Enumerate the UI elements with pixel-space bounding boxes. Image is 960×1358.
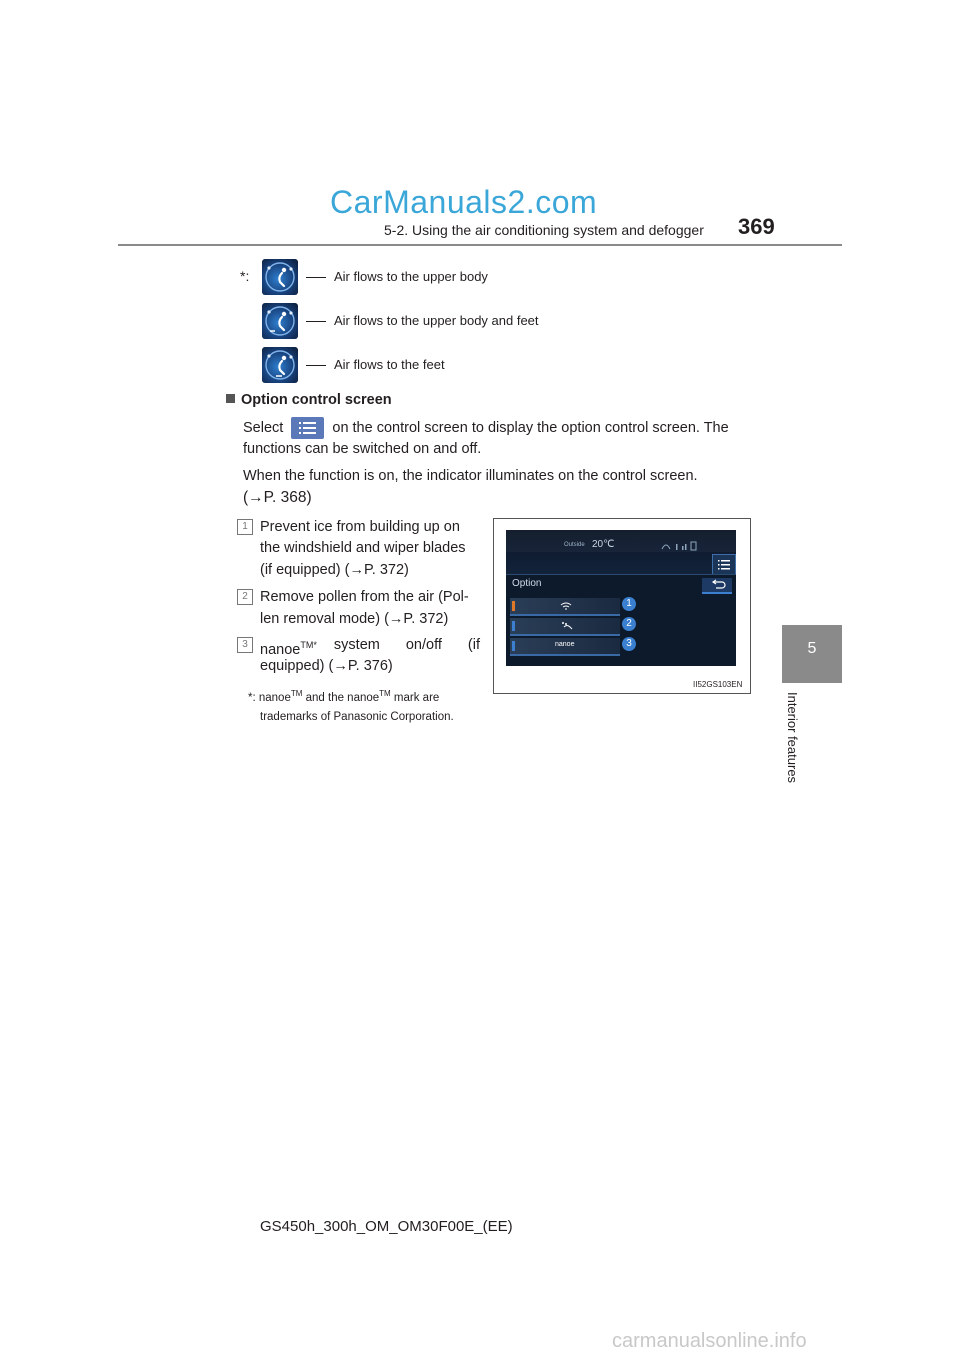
option-panel-title: Option [512,578,542,589]
indicator-on [512,601,515,611]
section-title [226,392,392,408]
footnote-part: trademarks of Panasonic Corporation. [260,710,454,723]
fan-upper-body-icon [262,259,298,295]
indicator-off [512,641,515,651]
dash [306,321,326,322]
item-text-part: system on/off (if [333,637,480,653]
asterisk-marker: *: [240,268,250,284]
nanoe-text: nanoe [260,641,301,658]
item-text: Remove pollen from the air (Pol- [260,589,469,605]
outside-temperature: 20℃ [592,539,615,550]
footnote-part: *: nanoe [248,691,291,704]
tm-mark: TM* [300,640,317,650]
item-number-badge: 1 [237,519,253,535]
fan-upper-body-feet-icon [262,303,298,339]
option-row-wiper-deicer[interactable] [510,598,620,616]
watermark-carmanualsonline: carmanualsonline.info [612,1330,807,1352]
callout-1: 1 [622,597,636,611]
chapter-tab-label: Interior features [785,692,800,784]
item-number-badge: 2 [237,589,253,605]
figure-code: II52GS103EN [693,680,743,689]
pollen-removal-icon [560,621,574,631]
para-text: functions can be switched on and off. [243,441,482,457]
screen-status-bar [506,530,736,552]
airflow-text-upper-body-feet: Air flows to the upper body and feet [334,313,539,328]
outside-label: Outside [564,542,585,548]
option-control-screen [506,530,736,665]
option-row-nanoe[interactable] [510,638,620,656]
section-title-text: Option control screen [241,392,392,408]
nanoe-label: nanoe [555,641,575,648]
watermark-carmanuals2: CarManuals2.com [330,184,598,220]
callout-3: 3 [622,637,636,651]
wiper-deicer-icon [560,601,572,611]
item-text: Prevent ice from building up on [260,519,460,535]
indicator-off [512,621,515,631]
dash [306,277,326,278]
para-text: Select [243,419,284,436]
chapter-tab-number: 5 [807,640,817,657]
item-text: the windshield and wiper blades [260,540,466,556]
square-bullet-icon [226,394,235,403]
tm-mark: TM [290,689,303,698]
option-list-button[interactable] [712,554,736,576]
page-number: 369 [738,214,775,239]
item-text: len removal mode) (→P. 372) [260,611,449,627]
option-row-pollen-removal[interactable] [510,618,620,636]
footnote-part: mark are [390,691,440,704]
item-text: equipped) (→P. 376) [260,658,393,674]
item-text: (if equipped) (→P. 372) [260,562,409,578]
callout-2: 2 [622,617,636,631]
status-icons [660,538,700,548]
dash [306,365,326,366]
footnote-part: and the nanoe [302,691,380,704]
para-text: on the control screen to display the option control screen. The [332,419,729,436]
tm-mark: TM [379,689,391,698]
back-button[interactable] [702,578,732,594]
para-text: When the function is on, the indicator illuminates on the control screen. [243,468,698,484]
section-header-title: 5-2. Using the air conditioning system and defogger [384,222,704,238]
airflow-text-upper-body: Air flows to the upper body [334,269,488,284]
chapter-tab-label-wrap [780,692,804,802]
page-reference: (→P. 368) [243,489,312,506]
paragraph-select [243,417,729,439]
header-rule [118,244,842,246]
option-menu-button-icon [291,417,324,439]
document-id: GS450h_300h_OM_OM30F00E_(EE) [260,1218,513,1235]
fan-feet-icon [262,347,298,383]
airflow-text-feet: Air flows to the feet [334,357,445,372]
item-number-badge: 3 [237,637,253,653]
footnote [248,684,480,727]
